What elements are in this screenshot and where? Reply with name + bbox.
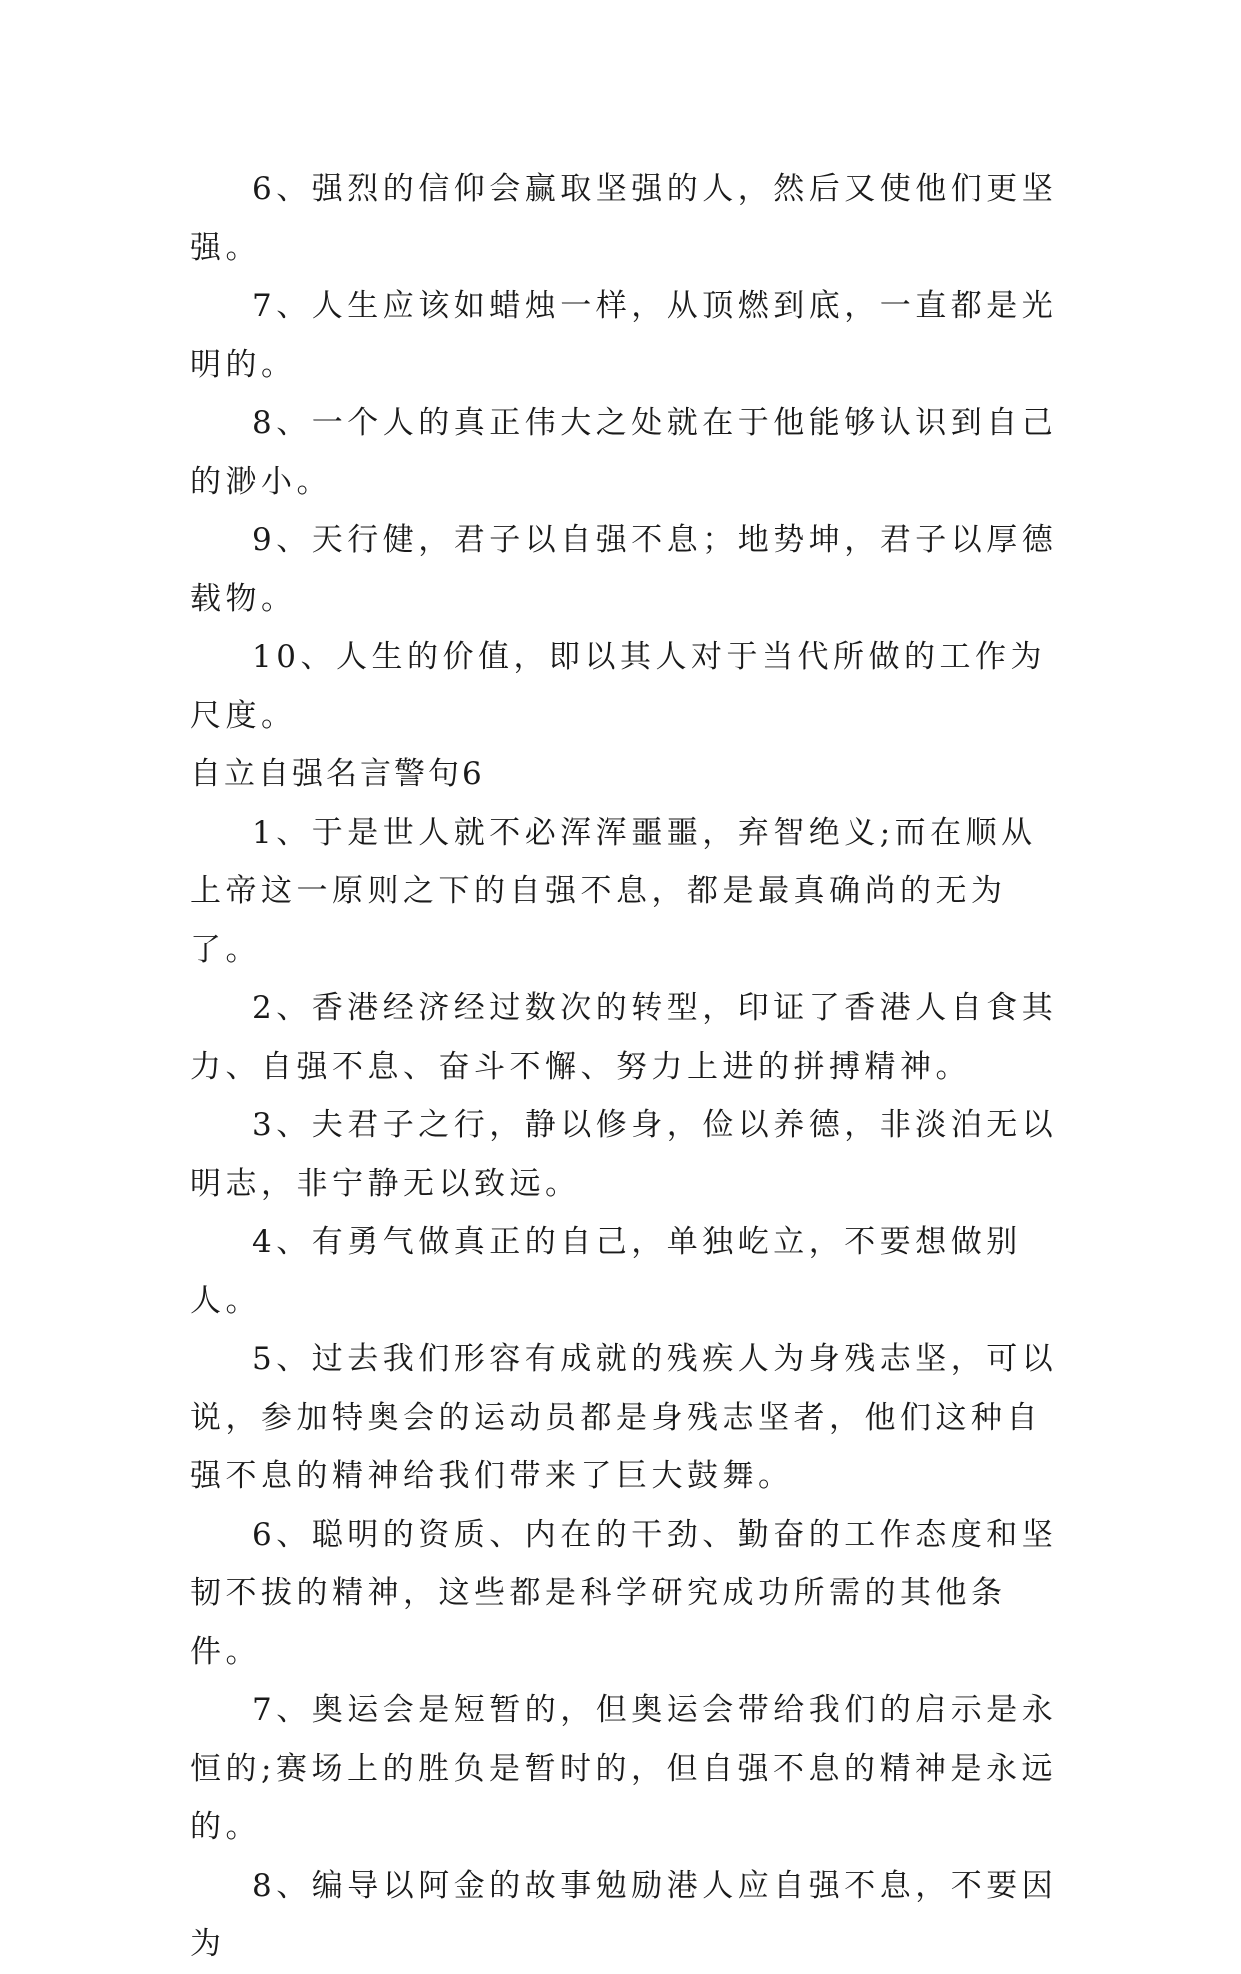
- document-body: [190, 160, 1060, 1974]
- quote-paragraph: 8、一个人的真正伟大之处就在于他能够认识到自己的渺小。: [190, 405, 1058, 500]
- quote-paragraph: 5、过去我们形容有成就的残疾人为身残志坚，可以说，参加特奥会的运动员都是身残志坚者，他们这种自强不息的精神给我们带来了巨大鼓舞。: [190, 1341, 1058, 1494]
- quote-paragraph: 6、强烈的信仰会赢取坚强的人，然后又使他们更坚强。: [190, 171, 1058, 266]
- quote-paragraph: 6、聪明的资质、内在的干劲、勤奋的工作态度和坚韧不拔的精神，这些都是科学研究成功所需的其他条件。: [190, 1516, 1058, 1670]
- quote-paragraph: 10、人生的价值，即以其人对于当代所做的工作为尺度。: [190, 639, 1046, 734]
- quote-paragraph: 9、天行健，君子以自强不息；地势坤，君子以厚德载物。: [190, 522, 1058, 617]
- quote-paragraph: 8、编导以阿金的故事勉励港人应自强不息，不要因为: [190, 1867, 1058, 1962]
- quote-paragraph: 1、于是世人就不必浑浑噩噩，弃智绝义;而在顺从上帝这一原则之下的自强不息，都是最真确尚的无为了。: [190, 814, 1037, 968]
- quote-paragraph: 4、有勇气做真正的自己，单独屹立，不要想做别人。: [190, 1224, 1022, 1319]
- quote-paragraph: 2、香港经济经过数次的转型，印证了香港人自食其力、自强不息、奋斗不懈、努力上进的拼搏精神。: [190, 990, 1058, 1085]
- quote-paragraph: 7、奥运会是短暂的，但奥运会带给我们的启示是永恒的;赛场上的胜负是暂时的，但自强不息的精神是永远的。: [190, 1692, 1058, 1845]
- section-heading: 自立自强名言警句6: [190, 756, 485, 792]
- quote-paragraph: 3、夫君子之行，静以修身，俭以养德，非淡泊无以明志，非宁静无以致远。: [190, 1107, 1058, 1202]
- quote-paragraph: 7、人生应该如蜡烛一样，从顶燃到底，一直都是光明的。: [190, 288, 1058, 383]
